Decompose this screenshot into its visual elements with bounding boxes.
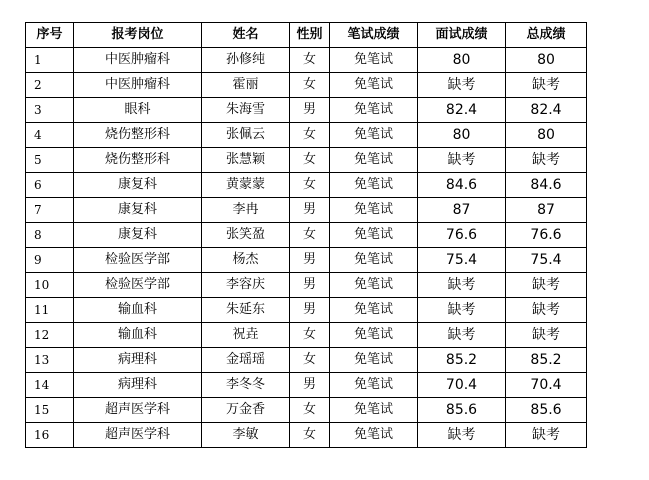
cell-position: 检验医学部 [74,273,202,298]
cell-idx: 11 [26,298,74,323]
cell-written-score: 免笔试 [330,248,418,273]
cell-written-score: 免笔试 [330,98,418,123]
cell-name: 万金香 [202,398,290,423]
cell-interview-score: 缺考 [418,148,506,173]
cell-gender: 女 [290,48,330,73]
header-row [26,23,587,48]
cell-total-score: 75.4 [506,248,587,273]
cell-name: 孙修纯 [202,48,290,73]
cell-written-score: 免笔试 [330,173,418,198]
cell-interview-score: 76.6 [418,223,506,248]
cell-written-score: 免笔试 [330,198,418,223]
cell-name: 李冉 [202,198,290,223]
table-header [26,23,587,48]
cell-interview-score: 75.4 [418,248,506,273]
cell-written-score: 免笔试 [330,223,418,248]
cell-total-score: 82.4 [506,98,587,123]
cell-position: 中医肿瘤科 [74,73,202,98]
cell-total-score: 84.6 [506,173,587,198]
cell-idx: 10 [26,273,74,298]
cell-total-score: 76.6 [506,223,587,248]
cell-idx: 8 [26,223,74,248]
cell-gender: 女 [290,123,330,148]
cell-total-score: 缺考 [506,273,587,298]
cell-written-score: 免笔试 [330,423,418,448]
cell-written-score: 免笔试 [330,148,418,173]
cell-written-score: 免笔试 [330,373,418,398]
cell-gender: 女 [290,223,330,248]
cell-name: 黄蒙蒙 [202,173,290,198]
cell-gender: 女 [290,173,330,198]
table-row [26,123,587,148]
table-row [26,373,587,398]
cell-position: 超声医学科 [74,398,202,423]
cell-gender: 女 [290,323,330,348]
cell-position: 康复科 [74,173,202,198]
cell-interview-score: 缺考 [418,323,506,348]
cell-idx: 13 [26,348,74,373]
cell-interview-score: 80 [418,123,506,148]
cell-position: 康复科 [74,223,202,248]
table-row [26,198,587,223]
cell-total-score: 85.6 [506,398,587,423]
table-row [26,98,587,123]
cell-position: 输血科 [74,323,202,348]
cell-position: 眼科 [74,98,202,123]
cell-interview-score: 缺考 [418,273,506,298]
cell-name: 李容庆 [202,273,290,298]
cell-total-score: 缺考 [506,148,587,173]
cell-gender: 女 [290,148,330,173]
cell-interview-score: 70.4 [418,373,506,398]
cell-written-score: 免笔试 [330,298,418,323]
cell-written-score: 免笔试 [330,73,418,98]
cell-interview-score: 82.4 [418,98,506,123]
cell-written-score: 免笔试 [330,323,418,348]
cell-gender: 女 [290,348,330,373]
cell-total-score: 缺考 [506,423,587,448]
cell-interview-score: 缺考 [418,298,506,323]
header-total-score: 总成绩 [506,23,587,48]
cell-written-score: 免笔试 [330,48,418,73]
cell-idx: 14 [26,373,74,398]
cell-idx: 5 [26,148,74,173]
header-gender: 性别 [290,23,330,48]
cell-total-score: 87 [506,198,587,223]
table-row [26,398,587,423]
header-idx: 序号 [26,23,74,48]
cell-gender: 女 [290,73,330,98]
cell-position: 病理科 [74,348,202,373]
cell-interview-score: 缺考 [418,73,506,98]
cell-name: 张佩云 [202,123,290,148]
cell-total-score: 80 [506,123,587,148]
cell-idx: 12 [26,323,74,348]
table-row [26,423,587,448]
table-row [26,148,587,173]
header-position: 报考岗位 [74,23,202,48]
cell-interview-score: 85.6 [418,398,506,423]
table-row [26,173,587,198]
cell-position: 病理科 [74,373,202,398]
cell-idx: 6 [26,173,74,198]
cell-name: 祝垚 [202,323,290,348]
cell-position: 超声医学科 [74,423,202,448]
cell-gender: 男 [290,373,330,398]
cell-idx: 15 [26,398,74,423]
cell-name: 李敏 [202,423,290,448]
cell-position: 烧伤整形科 [74,148,202,173]
cell-gender: 男 [290,248,330,273]
cell-written-score: 免笔试 [330,273,418,298]
score-table [25,22,587,448]
cell-idx: 2 [26,73,74,98]
cell-total-score: 80 [506,48,587,73]
cell-interview-score: 84.6 [418,173,506,198]
table-row [26,248,587,273]
table-row [26,298,587,323]
cell-total-score: 85.2 [506,348,587,373]
cell-gender: 女 [290,423,330,448]
cell-interview-score: 85.2 [418,348,506,373]
cell-name: 霍丽 [202,73,290,98]
table-row [26,273,587,298]
cell-position: 输血科 [74,298,202,323]
cell-total-score: 缺考 [506,73,587,98]
table-row [26,73,587,98]
cell-total-score: 70.4 [506,373,587,398]
header-interview-score: 面试成绩 [418,23,506,48]
cell-position: 中医肿瘤科 [74,48,202,73]
cell-idx: 9 [26,248,74,273]
cell-position: 康复科 [74,198,202,223]
header-name: 姓名 [202,23,290,48]
cell-gender: 男 [290,98,330,123]
cell-idx: 3 [26,98,74,123]
cell-total-score: 缺考 [506,323,587,348]
table-row [26,223,587,248]
cell-name: 张笑盈 [202,223,290,248]
cell-gender: 男 [290,273,330,298]
cell-name: 张慧颖 [202,148,290,173]
cell-idx: 4 [26,123,74,148]
table-row [26,348,587,373]
cell-gender: 男 [290,198,330,223]
cell-name: 朱海雪 [202,98,290,123]
cell-interview-score: 87 [418,198,506,223]
cell-idx: 1 [26,48,74,73]
cell-written-score: 免笔试 [330,398,418,423]
cell-interview-score: 80 [418,48,506,73]
cell-written-score: 免笔试 [330,123,418,148]
cell-name: 杨杰 [202,248,290,273]
cell-interview-score: 缺考 [418,423,506,448]
header-written-score: 笔试成绩 [330,23,418,48]
cell-gender: 女 [290,398,330,423]
cell-gender: 男 [290,298,330,323]
cell-name: 金瑶瑶 [202,348,290,373]
cell-total-score: 缺考 [506,298,587,323]
cell-idx: 7 [26,198,74,223]
cell-idx: 16 [26,423,74,448]
cell-name: 朱延东 [202,298,290,323]
cell-written-score: 免笔试 [330,348,418,373]
table-body [26,48,587,448]
cell-position: 检验医学部 [74,248,202,273]
cell-name: 李冬冬 [202,373,290,398]
table-row [26,323,587,348]
cell-position: 烧伤整形科 [74,123,202,148]
table-row [26,48,587,73]
